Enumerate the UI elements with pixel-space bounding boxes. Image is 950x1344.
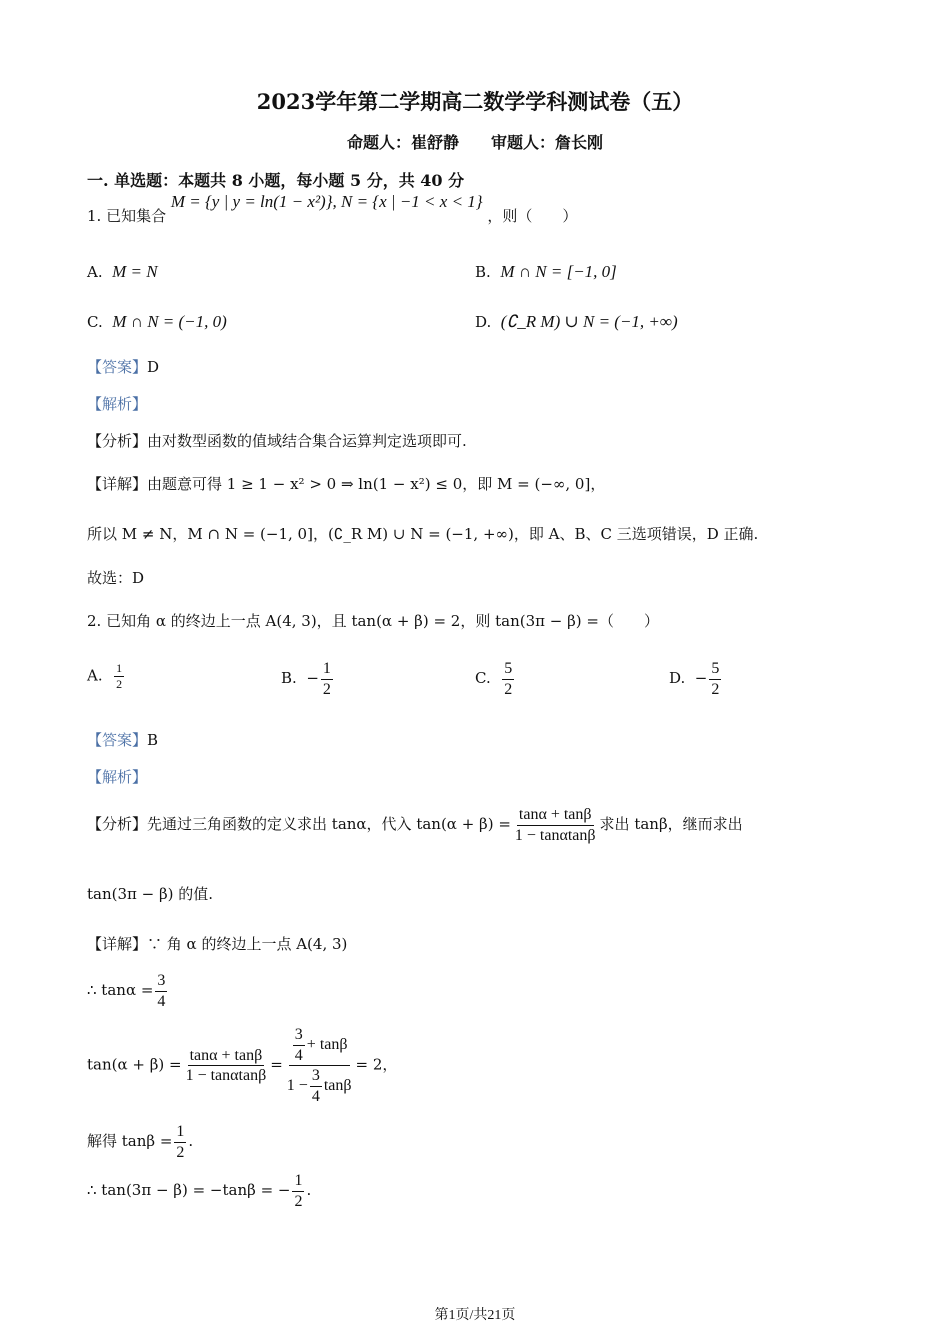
q1-detail-2: 所以 M ≠ N，M ∩ N = (−1, 0]，(∁_R M) ∪ N = (−1, +∞)，即 A、B、C 三选项错误，D 正确.	[87, 525, 759, 543]
q2-detail-1: 【详解】∵ 角 α 的终边上一点 A(4, 3)	[87, 935, 348, 953]
q2-option-a: A. $\frac{1}{2}$	[87, 661, 123, 692]
q1-analysis-tag: 【解析】	[87, 395, 148, 413]
q2-stem: 2. 已知角 α 的终边上一点 A(4, 3)，且 tan(α + β) = 2，则 tan(3π − β) =（ ）	[87, 612, 659, 630]
q2-step-1: ∴ tanα = $\frac{3}{4}$	[87, 972, 166, 1010]
q1-stem	[87, 192, 578, 226]
page-title: 2023学年第二学期高二数学学科测试卷（五）	[256, 89, 694, 114]
q2-option-c: C. $\frac{5}{2}$	[475, 660, 513, 698]
q1-suffix: ，则（ ）	[487, 207, 578, 225]
q1-prefix: 1. 已知集合	[87, 207, 167, 225]
q2-fenxi-cont: tan(3π − β) 的值.	[87, 885, 214, 903]
authors-line: 命题人：崔舒静 审题人：詹长刚	[346, 133, 603, 152]
section-heading: 一. 单选题：本题共 8 小题，每小题 5 分，共 40 分	[87, 171, 465, 190]
q2-step-4: ∴ tan(3π − β) = −tanβ = − $\frac{1}{2}$ .	[87, 1172, 312, 1210]
q1-set-def: M = {y | y = ln(1 − x²)}, N = {x | −1 < x < 1}	[170, 192, 483, 211]
q2-option-b: B. − $\frac{1}{2}$	[281, 660, 331, 698]
q1-answer: 【答案】D	[87, 358, 160, 376]
q2-step-2: tan(α + β) = $\frac{\tan\alpha + \tan\beta}{1 - \tan\alpha\tan\beta}$ = $\frac{3}{4}$ + tanβ 1 − $\frac{3}{4}$ tanβ = 2，	[87, 1026, 398, 1105]
q1-option-d: D. (∁_R M) ∪ N = (−1, +∞)	[475, 312, 678, 331]
q1-option-a: A. M = N	[87, 262, 158, 281]
q2-option-d: D. − $\frac{5}{2}$	[669, 660, 720, 698]
q2-step-3: 解得 tanβ = $\frac{1}{2}$ .	[87, 1123, 194, 1161]
q1-detail-1: 【详解】由题意可得 1 ≥ 1 − x² > 0 ⇒ ln(1 − x²) ≤ 0，即 M = (−∞, 0]，	[87, 475, 606, 493]
q1-option-c: C. M ∩ N = (−1, 0)	[87, 312, 227, 331]
q1-option-b: B. M ∩ N = [−1, 0]	[475, 262, 617, 281]
page-footer: 第1页/共21页	[434, 1308, 516, 1323]
q1-choose: 故选：D	[87, 569, 145, 587]
q2-analysis-tag: 【解析】	[87, 768, 148, 786]
q1-fenxi: 【分析】由对数型函数的值域结合集合运算判定选项即可.	[87, 432, 467, 450]
q2-fenxi: 【分析】先通过三角函数的定义求出 tanα，代入 tan(α + β) = $\frac{\tan\alpha + \tan\beta}{1 - \tan\alpha\tan\beta}$ 求出 tanβ，继而求出	[87, 806, 743, 844]
q2-answer: 【答案】B	[87, 731, 159, 749]
